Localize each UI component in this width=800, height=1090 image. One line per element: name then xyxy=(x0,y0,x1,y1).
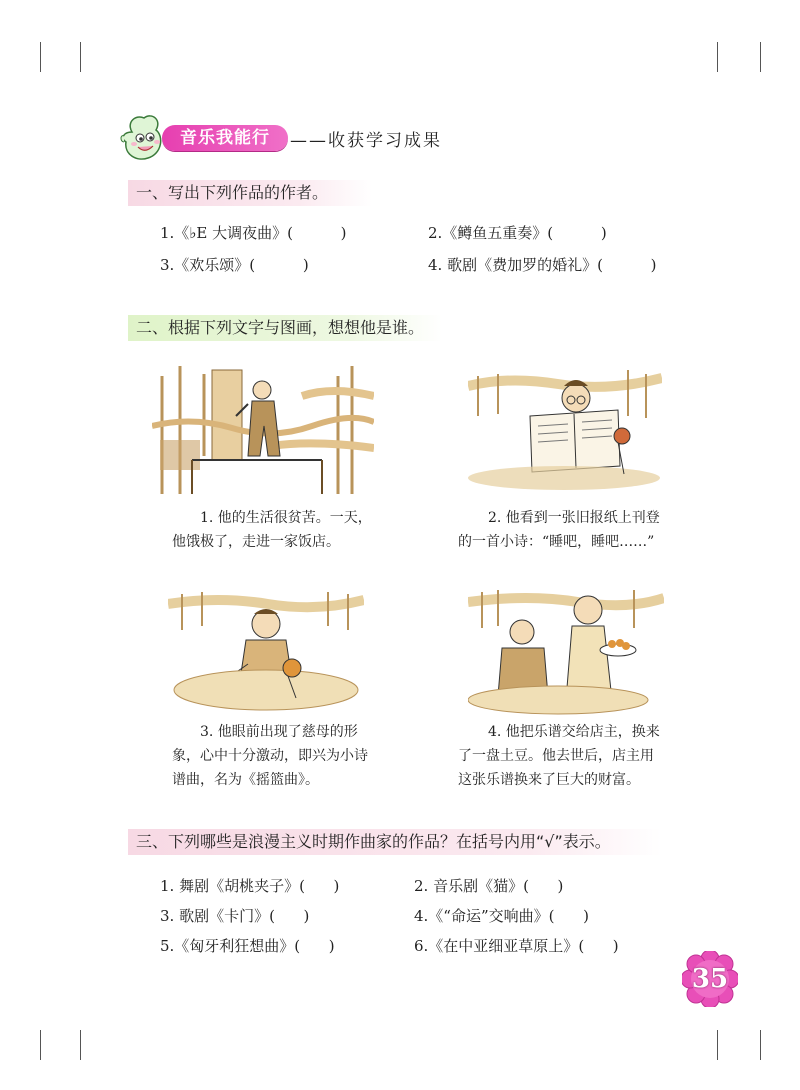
caption-line: 3. 他眼前出现了慈母的形 xyxy=(200,724,358,740)
illustration-trading-score xyxy=(468,580,664,716)
question-item: 3.《欢乐颂》( ) xyxy=(160,256,309,274)
question-item: 5.《匈牙利狂想曲》( ) xyxy=(160,937,335,955)
caption-line: 谱曲，名为《摇篮曲》。 xyxy=(172,772,319,788)
caption-4 xyxy=(458,720,688,792)
question-item: 3. 歌剧《卡门》( ) xyxy=(160,907,310,925)
caption-line: 象，心中十分激动，即兴为小诗 xyxy=(172,748,368,764)
illustration-composing-lullaby xyxy=(168,580,364,716)
caption-3 xyxy=(172,720,402,792)
section-banner xyxy=(118,112,538,166)
caption-line: 4. 他把乐谱交给店主，换来 xyxy=(488,724,660,740)
caption-2 xyxy=(458,506,688,554)
question-item: 4.《“命运”交响曲》( ) xyxy=(414,907,589,925)
caption-line: 了一盘土豆。他去世后，店主用 xyxy=(458,748,654,764)
caption-line: 的一首小诗：“睡吧，睡吧……” xyxy=(458,534,655,550)
illustration-reading-newspaper xyxy=(468,356,662,496)
question-item: 2. 音乐剧《猫》( ) xyxy=(414,877,564,895)
illustration-restaurant-entrance xyxy=(152,356,374,494)
page-number: 35 xyxy=(691,964,729,994)
question-item: 1.《♭E 大调夜曲》( ) xyxy=(160,224,347,242)
section-3-heading: 三、下列哪些是浪漫主义时期作曲家的作品？在括号内用“√”表示。 xyxy=(128,829,662,855)
crop-mark xyxy=(717,42,718,72)
section-1-heading: 一、写出下列作品的作者。 xyxy=(128,180,372,206)
caption-line: 他饿极了，走进一家饭店。 xyxy=(172,534,340,550)
caption-line: 2. 他看到一张旧报纸上刊登 xyxy=(488,510,660,526)
question-item: 4. 歌剧《费加罗的婚礼》( ) xyxy=(428,256,657,274)
caption-line: 1. 他的生活很贫苦。一天， xyxy=(200,510,372,526)
banner-title: 音乐我能行 xyxy=(162,125,288,151)
question-item: 6.《在中亚细亚草原上》( ) xyxy=(414,937,619,955)
caption-line: 这张乐谱换来了巨大的财富。 xyxy=(458,772,640,788)
crop-mark xyxy=(760,42,761,72)
crop-mark xyxy=(80,42,81,72)
crop-mark xyxy=(760,1030,761,1060)
crop-mark xyxy=(717,1030,718,1060)
question-item: 1. 舞剧《胡桃夹子》( ) xyxy=(160,877,340,895)
question-item: 2.《鳟鱼五重奏》( ) xyxy=(428,224,607,242)
caption-1 xyxy=(172,506,402,554)
crop-mark xyxy=(40,42,41,72)
page-number-badge xyxy=(682,951,738,1007)
crop-mark xyxy=(80,1030,81,1060)
section-2-heading: 二、根据下列文字与图画，想想他是谁。 xyxy=(128,315,442,341)
crop-mark xyxy=(40,1030,41,1060)
banner-subtitle: ——收获学习成果 xyxy=(290,131,442,151)
